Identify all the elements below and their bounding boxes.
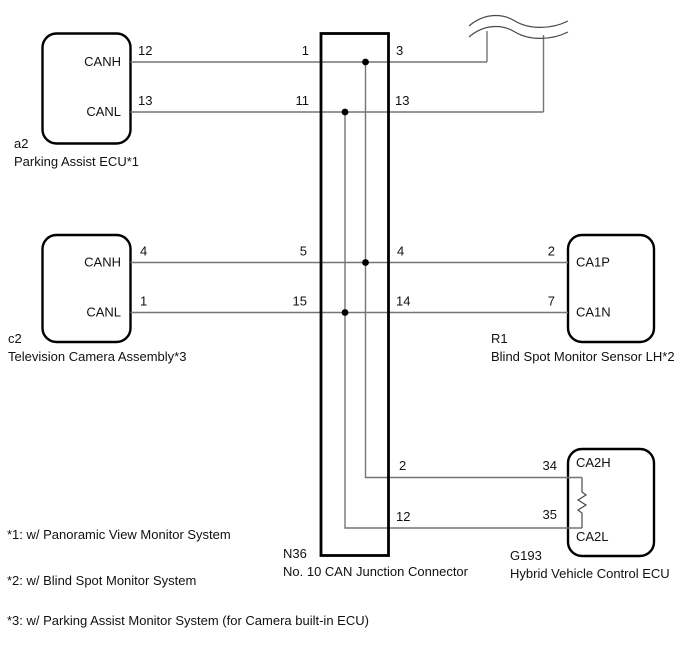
g193-code: G193	[510, 548, 542, 563]
r1-terminal-2: 2	[547, 243, 555, 259]
junction-name: No. 10 CAN Junction Connector	[283, 564, 468, 579]
r1-code: R1	[491, 331, 508, 346]
wire-a2-canl-to-shield	[131, 35, 544, 112]
junction-dot-canl-c2	[342, 309, 349, 316]
offpage-wave-upper	[469, 16, 568, 28]
junction-terminal-5: 5	[299, 243, 307, 259]
offpage-wave-lower	[469, 27, 568, 39]
junction-dot-canh-a2	[362, 59, 369, 66]
junction-terminal-1: 1	[301, 43, 309, 58]
a2-name: Parking Assist ECU*1	[14, 154, 139, 169]
parking-assist-ecu-box	[43, 34, 131, 144]
television-camera-assembly-box	[43, 235, 131, 342]
junction-terminal-13: 13	[395, 93, 410, 108]
a2-pin-canl-label: CANL	[86, 104, 121, 119]
c2-pin-canl-label: CANL	[86, 304, 121, 320]
r1-name: Blind Spot Monitor Sensor LH*2	[491, 349, 675, 364]
r1-pin-ca1n-label: CA1N	[576, 304, 611, 320]
c2-terminal-1: 1	[140, 293, 148, 309]
junction-terminal-3: 3	[396, 43, 404, 58]
c2-pin-canh-label: CANH	[84, 254, 121, 270]
a2-pin-canh-label: CANH	[84, 54, 121, 69]
footnote-2: *2: w/ Blind Spot Monitor System	[7, 573, 197, 588]
junction-terminal-12: 12	[396, 509, 411, 524]
g193-name: Hybrid Vehicle Control ECU	[510, 566, 670, 581]
a2-terminal-13: 13	[138, 93, 153, 108]
c2-terminal-4: 4	[140, 243, 148, 259]
g193-pin-ca2l-label: CA2L	[576, 529, 609, 544]
junction-terminal-2: 2	[399, 458, 407, 473]
footnote-1: *1: w/ Panoramic View Monitor System	[7, 527, 231, 542]
g193-terminal-35: 35	[542, 507, 557, 522]
junction-dot-canl-a2	[342, 109, 349, 116]
a2-terminal-12: 12	[138, 43, 153, 58]
bus-canh-to-ca2h	[366, 62, 583, 478]
r1-pin-ca1p-label: CA1P	[576, 254, 610, 270]
junction-dot-canh-c2	[362, 259, 369, 266]
blind-spot-monitor-sensor-box	[568, 235, 654, 342]
junction-code: N36	[283, 546, 307, 561]
junction-terminal-15: 15	[292, 293, 307, 309]
g193-terminal-34: 34	[542, 458, 557, 473]
junction-terminal-11: 11	[295, 93, 309, 108]
c2-code: c2	[8, 331, 22, 346]
junction-terminal-14: 14	[396, 293, 411, 309]
a2-code: a2	[14, 136, 29, 151]
junction-terminal-4: 4	[397, 243, 405, 259]
footnote-3: *3: w/ Parking Assist Monitor System (for Camera built-in ECU)	[7, 613, 369, 628]
c2-name: Television Camera Assembly*3	[8, 349, 187, 364]
g193-pin-ca2h-label: CA2H	[576, 455, 611, 470]
r1-terminal-7: 7	[547, 293, 555, 309]
